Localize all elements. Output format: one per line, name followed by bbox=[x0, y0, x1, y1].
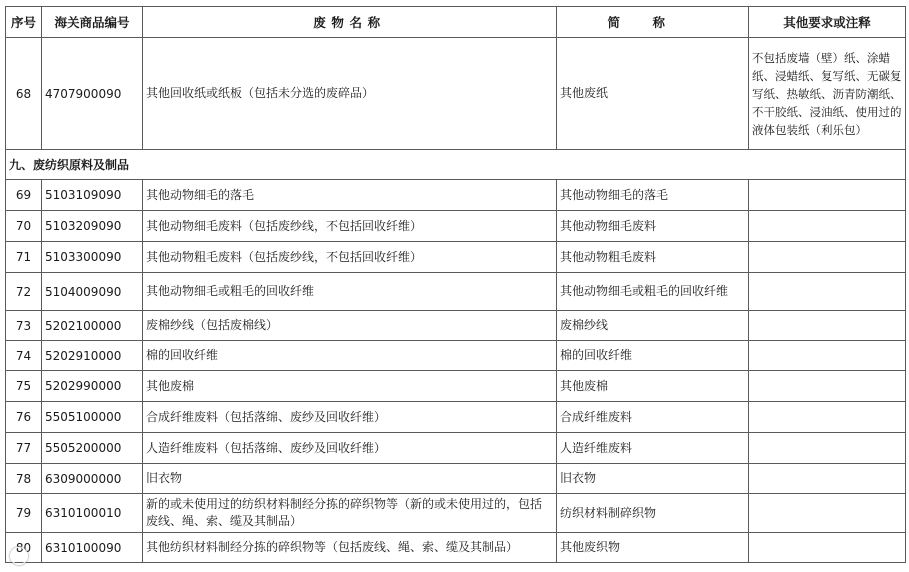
header-code: 海关商品编号 bbox=[42, 7, 143, 38]
short-cell: 其他动物粗毛废料 bbox=[557, 242, 749, 273]
code-cell: 5103209090 bbox=[42, 211, 143, 242]
short-cell: 其他动物细毛的落毛 bbox=[557, 180, 749, 211]
code-cell: 5103300090 bbox=[42, 242, 143, 273]
code-cell: 4707900090 bbox=[42, 38, 143, 150]
watermark-logo-icon bbox=[10, 547, 28, 565]
header-row bbox=[6, 7, 906, 38]
header-short: 简称 bbox=[557, 7, 749, 38]
code-cell: 5505200000 bbox=[42, 433, 143, 464]
table-row bbox=[6, 494, 906, 533]
code-cell: 5202100000 bbox=[42, 311, 143, 341]
note-cell bbox=[749, 371, 906, 402]
section-title: 九、废纺织原料及制品 bbox=[6, 150, 906, 180]
table-row bbox=[6, 242, 906, 273]
table-row bbox=[6, 533, 906, 563]
name-cell: 棉的回收纤维 bbox=[143, 341, 557, 371]
code-cell: 6310100010 bbox=[42, 494, 143, 533]
note-cell bbox=[749, 402, 906, 433]
table-row bbox=[6, 273, 906, 311]
short-cell: 其他废棉 bbox=[557, 371, 749, 402]
seq-cell: 68 bbox=[6, 38, 42, 150]
header-name: 废物名称 bbox=[143, 7, 557, 38]
code-cell: 6309000000 bbox=[42, 464, 143, 494]
seq-cell: 71 bbox=[6, 242, 42, 273]
seq-cell: 77 bbox=[6, 433, 42, 464]
code-cell: 6310100090 bbox=[42, 533, 143, 563]
short-cell: 其他动物细毛废料 bbox=[557, 211, 749, 242]
note-cell bbox=[749, 464, 906, 494]
table-row bbox=[6, 433, 906, 464]
name-cell: 废棉纱线（包括废棉线） bbox=[143, 311, 557, 341]
table-row bbox=[6, 402, 906, 433]
seq-cell: 79 bbox=[6, 494, 42, 533]
note-cell bbox=[749, 311, 906, 341]
seq-cell: 70 bbox=[6, 211, 42, 242]
short-cell: 其他废纸 bbox=[557, 38, 749, 150]
short-cell: 废棉纱线 bbox=[557, 311, 749, 341]
code-cell: 5202990000 bbox=[42, 371, 143, 402]
watermark bbox=[10, 546, 130, 566]
table-row bbox=[6, 38, 906, 150]
short-cell: 旧衣物 bbox=[557, 464, 749, 494]
short-cell: 其他动物细毛或粗毛的回收纤维 bbox=[557, 273, 749, 311]
note-cell bbox=[749, 494, 906, 533]
seq-cell: 69 bbox=[6, 180, 42, 211]
short-cell: 其他废织物 bbox=[557, 533, 749, 563]
waste-catalog-table bbox=[5, 6, 906, 563]
table-row bbox=[6, 371, 906, 402]
note-cell bbox=[749, 211, 906, 242]
name-cell: 新的或未使用过的纺织材料制经分拣的碎织物等（新的或未使用过的，包括废线、绳、索、缆及其制品） bbox=[143, 494, 557, 533]
name-cell: 旧衣物 bbox=[143, 464, 557, 494]
code-cell: 5505100000 bbox=[42, 402, 143, 433]
seq-cell: 74 bbox=[6, 341, 42, 371]
name-cell: 其他动物粗毛废料（包括废纱线，不包括回收纤维） bbox=[143, 242, 557, 273]
table-row bbox=[6, 211, 906, 242]
note-cell bbox=[749, 180, 906, 211]
note-cell bbox=[749, 242, 906, 273]
name-cell: 其他动物细毛废料（包括废纱线，不包括回收纤维） bbox=[143, 211, 557, 242]
table-row bbox=[6, 180, 906, 211]
table-row bbox=[6, 311, 906, 341]
name-cell: 其他动物细毛或粗毛的回收纤维 bbox=[143, 273, 557, 311]
name-cell: 其他纺织材料制经分拣的碎织物等（包括废线、绳、索、缆及其制品） bbox=[143, 533, 557, 563]
seq-cell: 76 bbox=[6, 402, 42, 433]
seq-cell: 78 bbox=[6, 464, 42, 494]
name-cell: 其他废棉 bbox=[143, 371, 557, 402]
section-row bbox=[6, 150, 906, 180]
short-cell: 纺织材料制碎织物 bbox=[557, 494, 749, 533]
short-cell: 人造纤维废料 bbox=[557, 433, 749, 464]
table-row bbox=[6, 341, 906, 371]
header-seq: 序号 bbox=[6, 7, 42, 38]
header-note: 其他要求或注释 bbox=[749, 7, 906, 38]
name-cell: 其他回收纸或纸板（包括未分选的废碎品） bbox=[143, 38, 557, 150]
short-cell: 棉的回收纤维 bbox=[557, 341, 749, 371]
note-cell bbox=[749, 433, 906, 464]
name-cell: 合成纤维废料（包括落绵、废纱及回收纤维） bbox=[143, 402, 557, 433]
code-cell: 5202910000 bbox=[42, 341, 143, 371]
table-row bbox=[6, 464, 906, 494]
code-cell: 5104009090 bbox=[42, 273, 143, 311]
seq-cell: 73 bbox=[6, 311, 42, 341]
name-cell: 其他动物细毛的落毛 bbox=[143, 180, 557, 211]
note-cell: 不包括废墙（壁）纸、涂蜡纸、浸蜡纸、复写纸、无碳复写纸、热敏纸、沥青防潮纸、不干胶纸、浸油纸、使用过的液体包装纸（利乐包） bbox=[749, 38, 906, 150]
seq-cell: 80 bbox=[6, 533, 42, 563]
seq-cell: 75 bbox=[6, 371, 42, 402]
note-cell bbox=[749, 341, 906, 371]
code-cell: 5103109090 bbox=[42, 180, 143, 211]
short-cell: 合成纤维废料 bbox=[557, 402, 749, 433]
note-cell bbox=[749, 533, 906, 563]
seq-cell: 72 bbox=[6, 273, 42, 311]
note-cell bbox=[749, 273, 906, 311]
name-cell: 人造纤维废料（包括落绵、废纱及回收纤维） bbox=[143, 433, 557, 464]
